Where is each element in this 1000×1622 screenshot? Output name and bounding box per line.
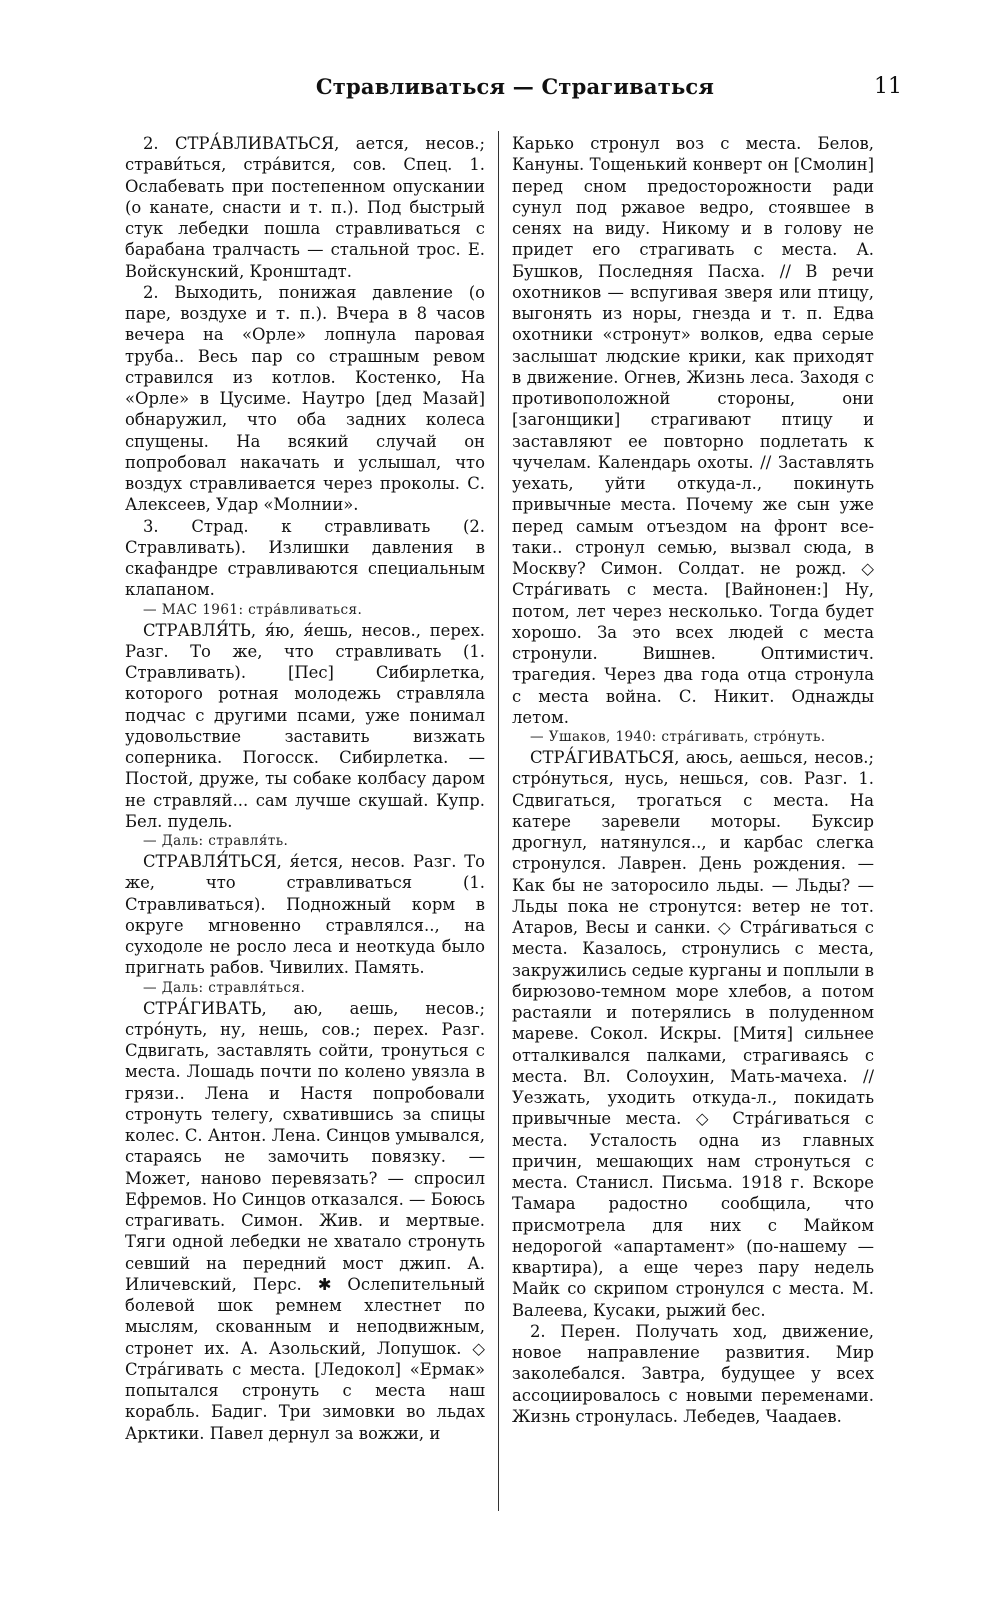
column-divider	[498, 131, 499, 1511]
source-note: — МАС 1961: стра́вливаться.	[143, 601, 363, 618]
source-note: — Даль: стравля́ть.	[143, 833, 289, 849]
running-title: Стравливаться — Страгиваться	[315, 74, 715, 99]
entry-stragivatsya: СТРА́ГИВАТЬСЯ, аюсь, аешься, несов.; стро́нуться, нусь, нешься, сов. Разг. 1. Сдвигаться, трогаться с места. На катере заревели моторы. Буксир дрогнул, натянулся.., и карбас слегка стронулся. Лаврен. День рождения. — Как бы не заторосило льды. — Льды? — Льды пока не стронутся: ветер не тот. Атаров, Весы и санки. ◇ Стра́гиваться с места. Казалось, стронулись с места, закружились седые курганы и поплыли в бирюзово-темном море хлебов, а потом растаяли и потерялись в полуденном мареве. Сокол. Искры. [Митя] сильнее отталкивался палками, страгиваясь с места. Вл. Солоухин, Мать-мачеха. // Уезжать, уходить откуда-л., покидать привычные места. ◇ Стра́гиваться с места. Усталость одна из главных причин, мешающих нам стронуться с места. Станисл. Письма. 1918 г. Вскоре Тамара радостно сообщила, что присмотрела для них с Майком недорогой «апартамент» (по-нашему — квартира), а еще через пару недель Майк со скрипом стронулся с места. М. Валеева, Кусаки, рыжий бес.	[512, 748, 874, 1320]
page-header	[120, 74, 910, 108]
entry-stravlyat: СТРАВЛЯ́ТЬ, я́ю, я́ешь, несов., перех. Разг. То же, что стравливать (1. Стравливать). [Пес] Сибирлетка, которого ротная молодежь стравляла подчас с другими псами, уже понимал удовольствие заставить визжать соперника. Погосск. Сибирлетка. — Постой, друже, ты собаке колбасу даром не стравляй... сам лучше скушай. Купр. Бел. пудель.	[125, 620, 485, 831]
source-note: — Ушаков, 1940: стра́гивать, стро́нуть.	[530, 729, 826, 745]
sense-2-stravlivatsya: 2. Выходить, понижая давление (о паре, воздухе и т. п.). Вчера в 8 часов вечера на «Орле» лопнула паровая труба.. Весь пар со страшным ревом стравился из котлов. Костенко, На «Орле» в Цусиме. Наутро [дед Мазай] обнаружил, что оба задних колеса спущены. На всякий случай он попробовал накачать и услышал, что воздух стравливается через проколы. С. Алексеев, Удар «Молнии».	[125, 282, 485, 515]
page-number: 11	[874, 74, 902, 99]
entry-stragivat-continued: Карько стронул воз с места. Белов, Кануны. Тощенький конверт он [Смолин] перед сном предосторожности ради сунул под ржавое ведро, стоявшее в сенях на виду. Никому и в голову не придет его страгивать с места. А. Бушков, Последняя Пасха. // В речи охотников — вспугивая зверя или птицу, выгонять из норы, гнезда и т. п. Едва охотники «стронут» волков, едва серые заслышат людские крики, как приходят в движение. Огнев, Жизнь леса. Заходя с противоположной стороны, они [загонщики] страгивают птицу и заставляют ее повторно подлетать к чучелам. Календарь охоты. // Заставлять уехать, уйти откуда-л., покинуть привычные места. Почему же сын уже перед самым отъездом на фронт все-таки.. стронул семью, вызвал сюда, в Москву? Симон. Солдат. не рожд. ◇ Стра́гивать с места. [Вайнонен:] Ну, потом, лет через несколько. Тогда будет хорошо. За это всех людей с места стронули. Вишнев. Оптимистич. трагедия. Через два года отца стронула с места война. С. Никит. Однажды летом.	[512, 134, 874, 727]
entry-stravlyatsya: СТРАВЛЯ́ТЬСЯ, я́ется, несов. Разг. То же, что стравливаться (1. Стравливаться). Подножный корм в округе мгновенно стравлялся.., на суходоле не росло леса и неоткуда было пригнать рабов. Чивилих. Память.	[125, 852, 485, 978]
sense-3-stravlivatsya: 3. Страд. к стравливать (2. Стравливать). Излишки давления в скафандре стравливаются специальным клапаном.	[125, 516, 485, 600]
right-column	[512, 133, 874, 1427]
source-note: — Даль: стравля́ться.	[143, 979, 306, 996]
left-column	[125, 133, 485, 1444]
entry-stravlivatsya: 2. СТРА́ВЛИВАТЬСЯ, ается, несов.; страви́ться, стра́вится, сов. Спец. 1. Ослабевать при постепенном опускании (о канате, снасти и т. п.). Под быстрый стук лебедки пошла стравливаться с барабана тралчасть — стальной трос. Е. Войскунский, Кронштадт.	[125, 134, 485, 281]
entry-stragivat: СТРА́ГИВАТЬ, аю, аешь, несов.; стро́нуть, ну, нешь, сов.; перех. Разг. Сдвигать, заставлять сойти, тронуться с места. Лошадь почти по колено увязла в грязи.. Лена и Настя попробовали стронуть телегу, схватившись за спицы колес. С. Антон. Лена. Синцов умывался, стараясь не замочить повязку. — Может, наново перевязать? — спросил Ефремов. Но Синцов отказался. — Боюсь страгивать. Симон. Жив. и мертвые. Тяги одной лебедки не хватало стронуть севший на передний мост джип. А. Иличевский, Перс. ✱ Ослепительный болевой шок ремнем хлестнет по мыслям, скованным и неподвижным, стронет их. А. Азольский, Лопушок. ◇ Стра́гивать с места. [Ледокол] «Ермак» попытался стронуть с места наш корабль. Бадиг. Три зимовки во льдах Арктики. Павел дернул за вожжи, и	[125, 998, 485, 1443]
sense-2-stragivatsya: 2. Перен. Получать ход, движение, новое направление развития. Мир заколебался. Завтра, будущее у всех ассоциировалось с новыми переменами. Жизнь стронулась. Лебедев, Чаадаев.	[512, 1321, 874, 1426]
